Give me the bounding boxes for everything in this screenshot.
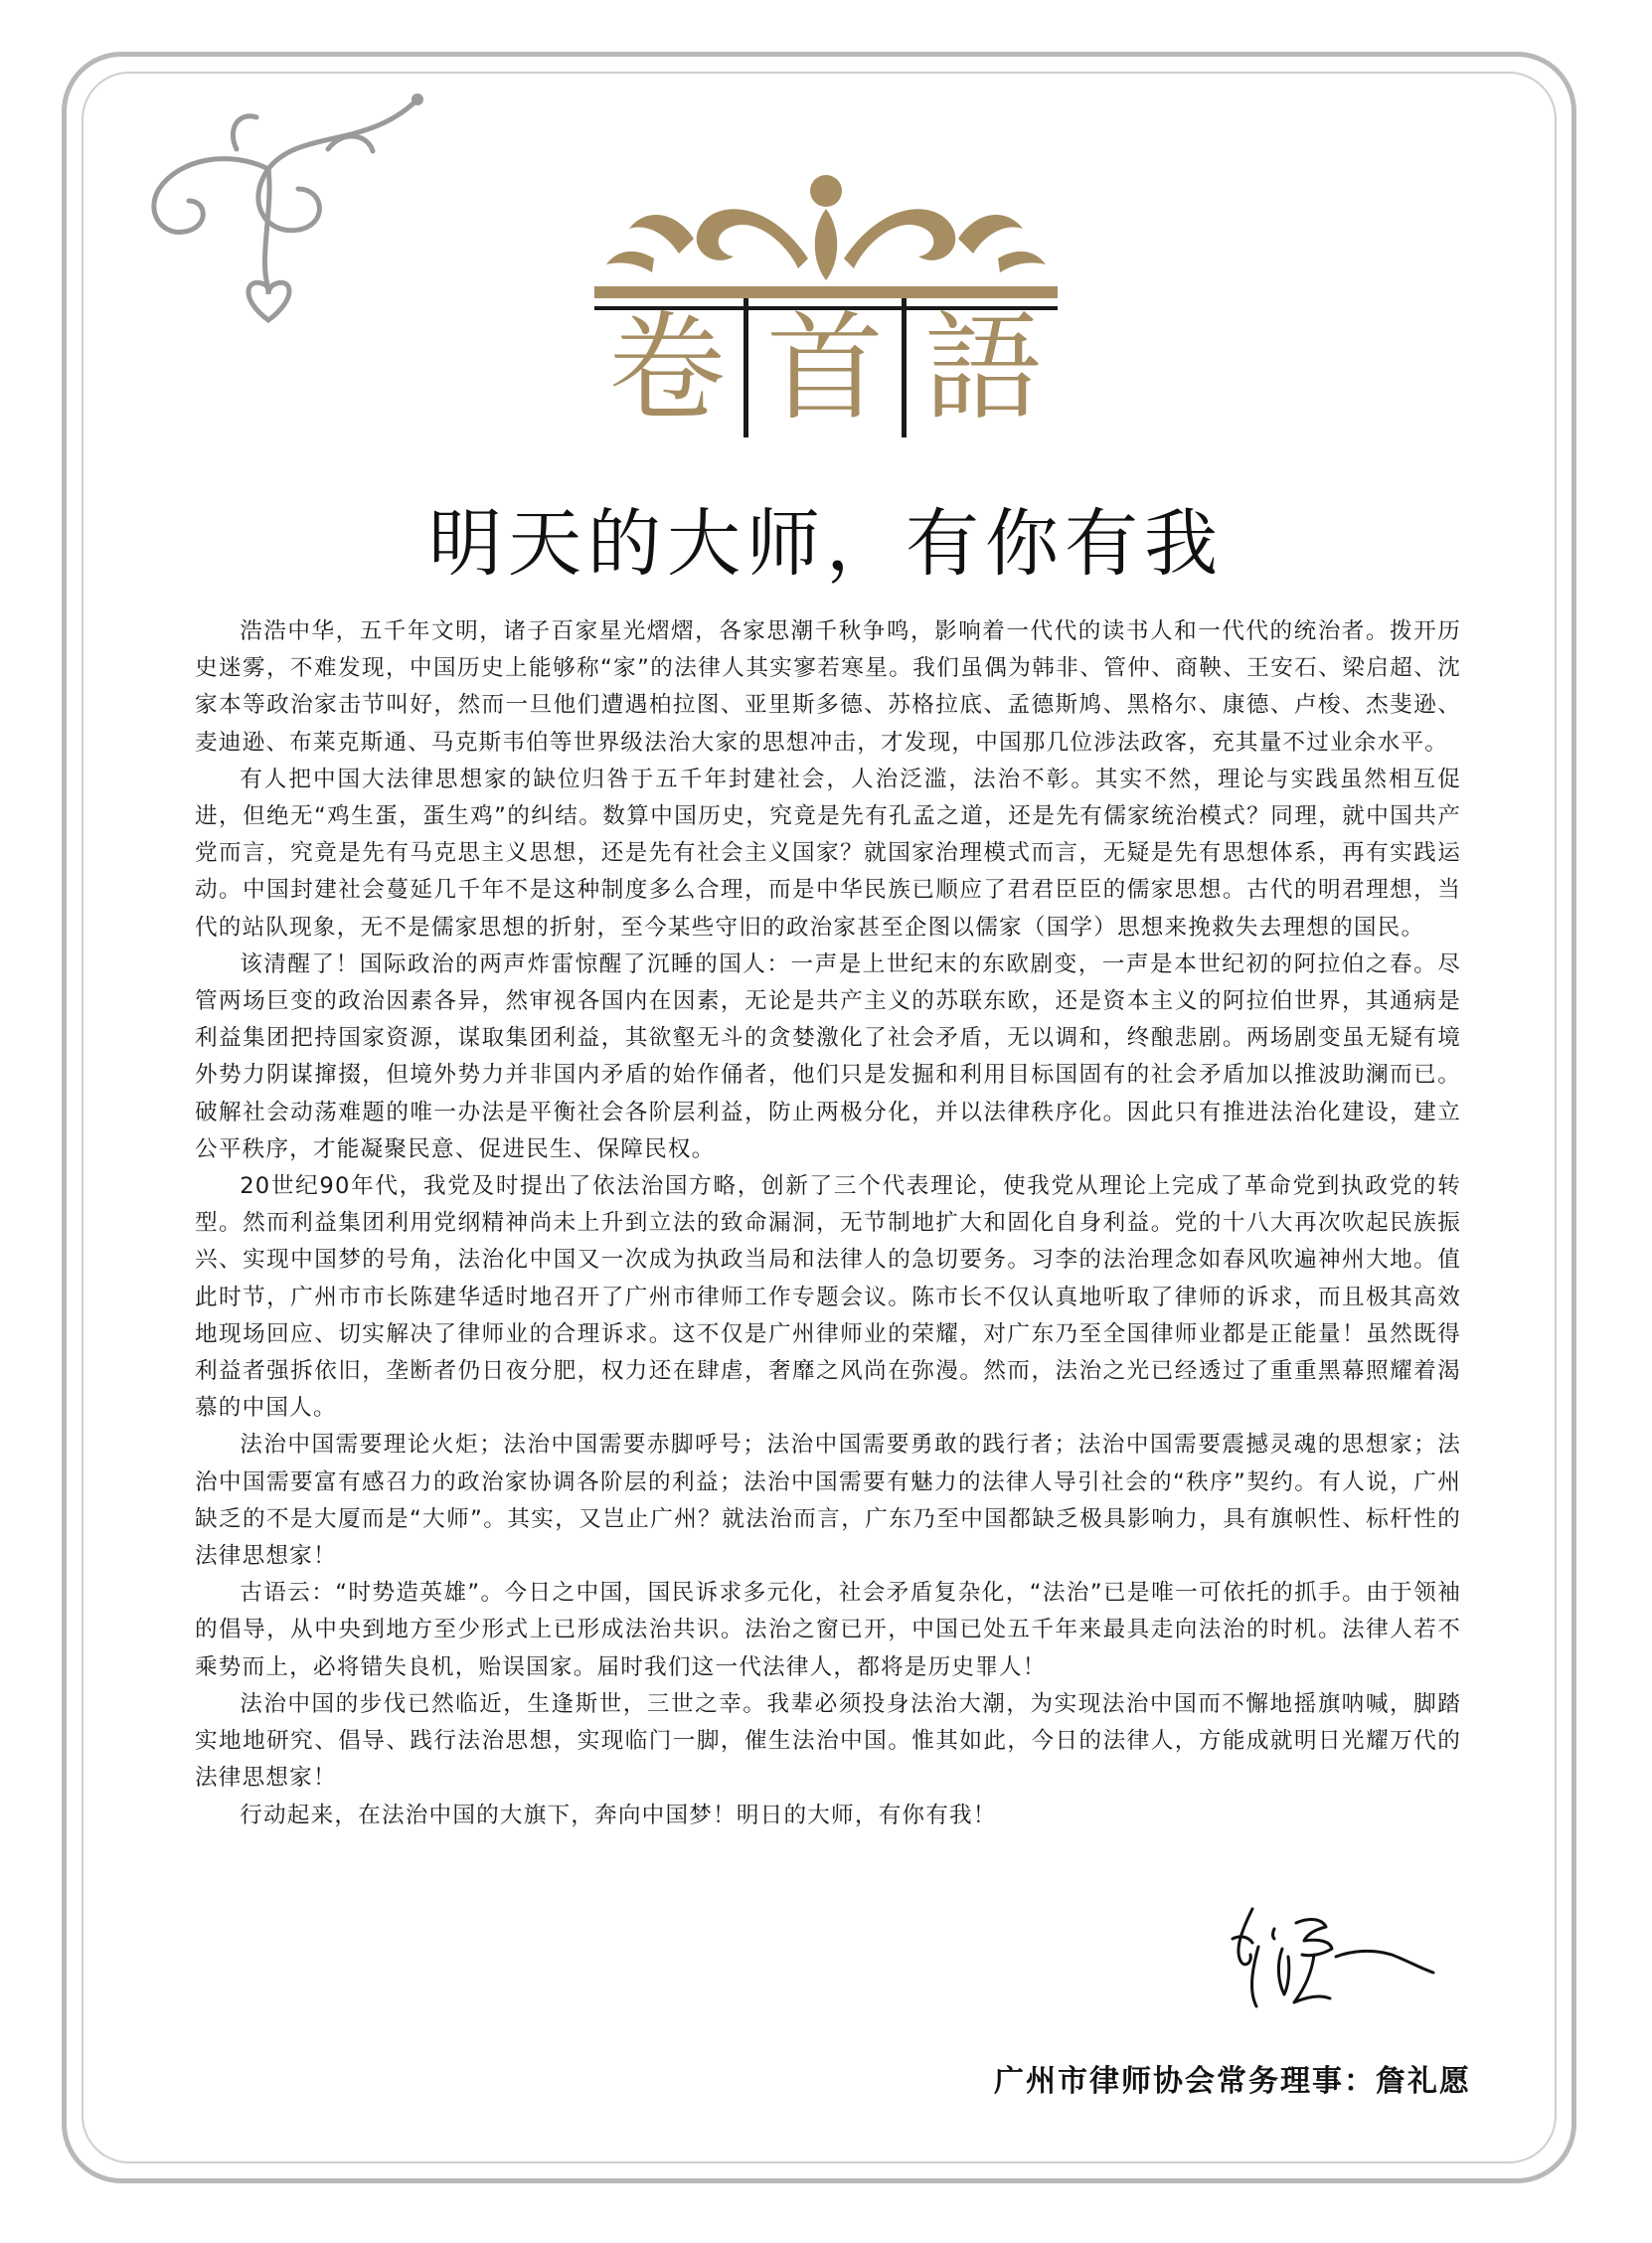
heading-char: 首 (765, 299, 884, 436)
article-body (195, 613, 1461, 1834)
swirl-ornament-icon (119, 89, 447, 348)
paragraph: 该清醒了！国际政治的两声炸雷惊醒了沉睡的国人：一声是上世纪末的东欧剧变，一声是本世纪初的阿拉伯之春。尽管两场巨变的政治因素各异，然审视各国内在因素，无论是共产主义的苏联东欧，还是资本主义的阿拉伯世界，其通病是利益集团把持国家资源，谋取集团利益，其欲壑无斗的贪婪激化了社会矛盾，无以调和，终酿悲剧。两场剧变虽无疑有境外势力阴谋撺掇，但境外势力并非国内矛盾的始作俑者，他们只是发掘和利用目标国固有的社会矛盾加以推波助澜而已。破解社会动荡难题的唯一办法是平衡社会各阶层利益，防止两极分化，并以法律秩序化。因此只有推进法治化建设，建立公平秩序，才能凝聚民意、促进民生、保障民权。 (195, 950, 1461, 1162)
author-attribution: 广州市律师协会常务理事：詹礼愿 (994, 2064, 1471, 2099)
handwritten-signature-icon (1223, 1899, 1441, 2018)
paragraph: 浩浩中华，五千年文明，诸子百家星光熠熠，各家思潮千秋争鸣，影响着一代代的读书人和一代代的统治者。拨开历史迷雾，不难发现，中国历史上能够称“家”的法律人其实寥若寒星。我们虽偶为韩非、管仲、商鞅、王安石、梁启超、沈家本等政治家击节叫好，然而一旦他们遭遇柏拉图、亚里斯多德、苏格拉底、孟德斯鸠、黑格尔、康德、卢梭、杰斐逊、麦迪逊、布莱克斯通、马克斯韦伯等世界级法治大家的思想冲击，才发现，中国那几位涉法政客，充其量不过业余水平。 (195, 618, 1461, 756)
heading-char: 語 (924, 299, 1043, 436)
paragraph: 20世纪90年代，我党及时提出了依法治国方略，创新了三个代表理论，使我党从理论上完成了革命党到执政党的转型。然而利益集团利用党纲精神尚未上升到立法的致命漏洞，无节制地扩大和固化自身利益。党的十八大再次吹起民族振兴、实现中国梦的号角，法治化中国又一次成为执政当局和法律人的急切要务。习李的法治理念如春风吹遍神州大地。值此时节，广州市市长陈建华适时地召开了广州市律师工作专题会议。陈市长不仅认真地听取了律师的诉求，而且极其高效地现场回应、切实解决了律师业的合理诉求。这不仅是广州律师业的荣耀，对广东乃至全国律师业都是正能量！虽然既得利益者强拆依旧，垄断者仍日夜分肥，权力还在肆虐，奢靡之风尚在弥漫。然而，法治之光已经透过了重重黑幕照耀着渴慕的中国人。 (195, 1173, 1461, 1422)
paragraph: 古语云：“时势造英雄”。今日之中国，国民诉求多元化，社会矛盾复杂化，“法治”已是唯一可依托的抓手。由于领袖的倡导，从中央到地方至少形式上已形成法治共识。法治之窗已开，中国已处五千年来最具走向法治的时机。法律人若不乘势而上，必将错失良机，贻误国家。届时我们这一代法律人，都将是历史罪人！ (195, 1580, 1461, 1680)
paragraph: 法治中国需要理论火炬；法治中国需要赤脚呼号；法治中国需要勇敢的践行者；法治中国需要震撼灵魂的思想家；法治中国需要富有感召力的政治家协调各阶层的利益；法治中国需要有魅力的法律人导引社会的“秩序”契约。有人说，广州缺乏的不是大厦而是“大师”。其实，又岂止广州？就法治而言，广东乃至中国都缺乏极具影响力，具有旗帜性、标杆性的法律思想家！ (195, 1432, 1461, 1570)
article-title: 明天的大师，有你有我 (428, 501, 1224, 587)
heading-char: 卷 (607, 299, 726, 436)
crest-ornament-icon (594, 169, 1058, 318)
paragraph: 行动起来，在法治中国的大旗下，奔向中国梦！明日的大师，有你有我！ (240, 1802, 997, 1828)
paragraph: 有人把中国大法律思想家的缺位归咎于五千年封建社会，人治泛滥，法治不彰。其实不然，理论与实践虽然相互促进，但绝无“鸡生蛋，蛋生鸡”的纠结。数算中国历史，究竟是先有孔孟之道，还是先有儒家统治模式？同理，就中国共产党而言，究竟是先有马克思主义思想，还是先有社会主义国家？就国家治理模式而言，无疑是先有思想体系，再有实践运动。中国封建社会蔓延几千年不是这种制度多么合理，而是中华民族已顺应了君君臣臣的儒家思想。古代的明君理想，当代的站队现象，无不是儒家思想的折射，至今某些守旧的政治家甚至企图以儒家（国学）思想来挽救失去理想的国民。 (195, 766, 1461, 941)
section-heading (567, 298, 1083, 437)
paragraph: 法治中国的步伐已然临近，生逢斯世，三世之幸。我辈必须投身法治大潮，为实现法治中国而不懈地摇旗呐喊，脚踏实地地研究、倡导、践行法治思想，实现临门一脚，催生法治中国。惟其如此，今日的法律人，方能成就明日光耀万代的法律思想家！ (195, 1690, 1461, 1792)
